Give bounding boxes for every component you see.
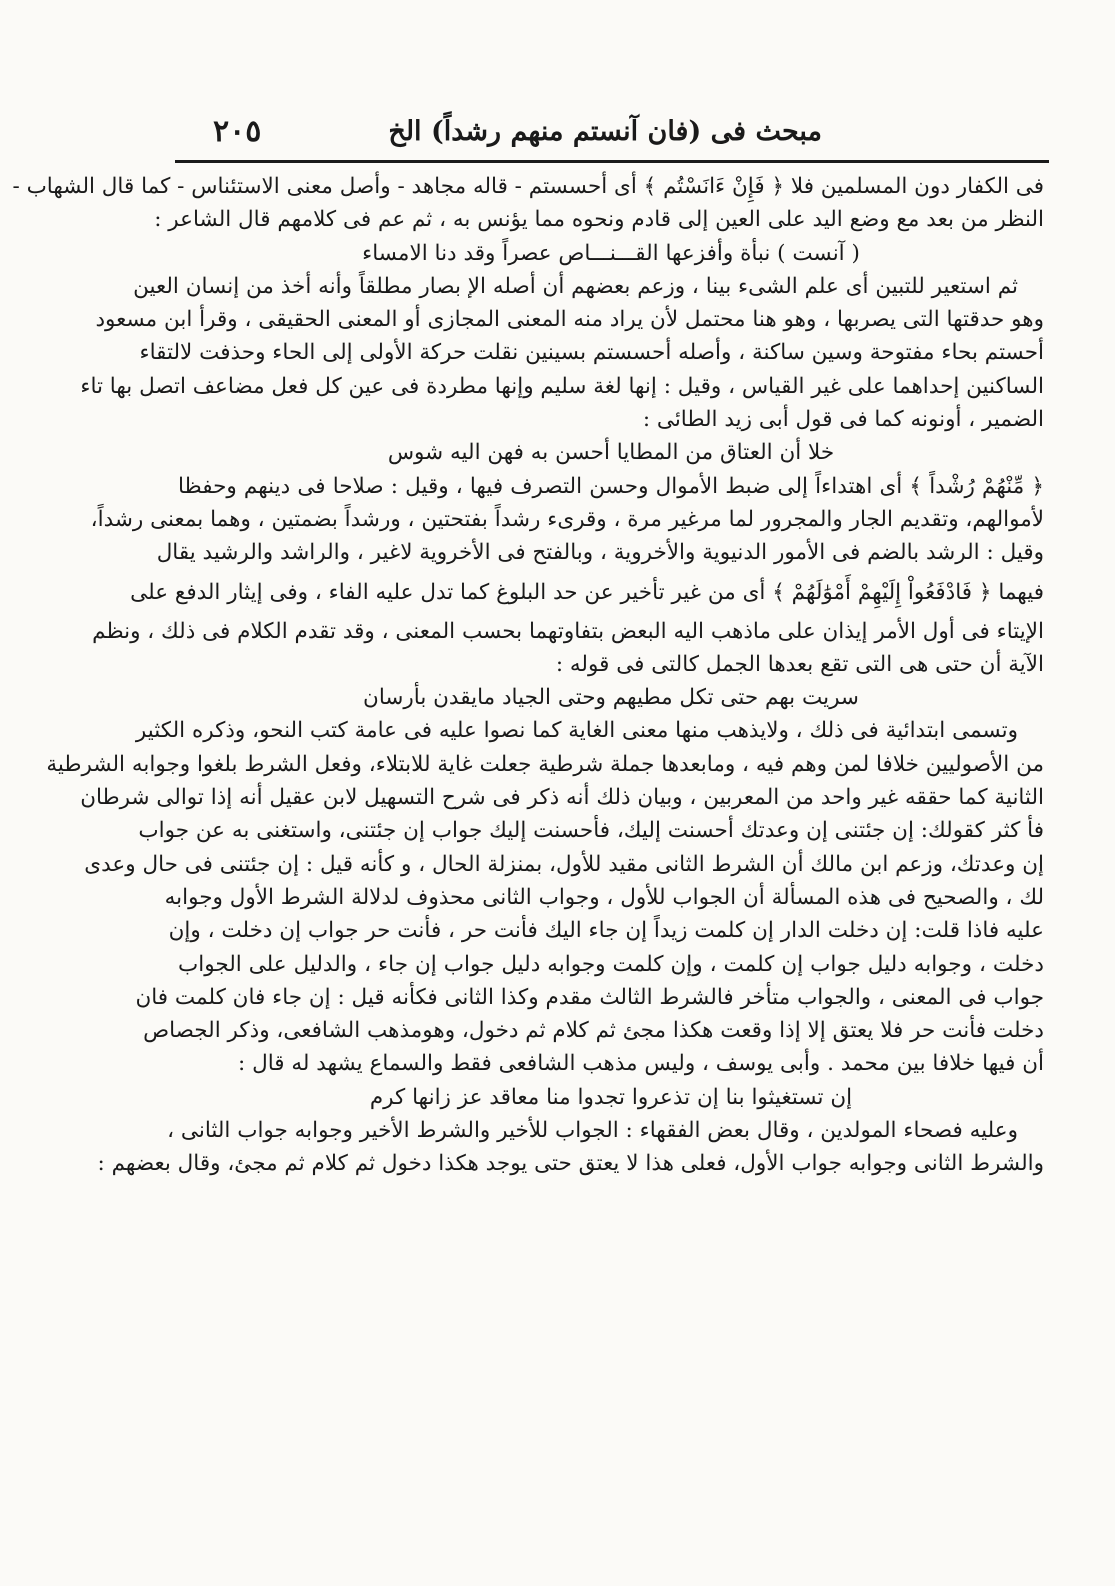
page-header — [175, 112, 1047, 162]
text-line: ثم استعير للتبين أى علم الشىء بينا ، وزعم بعضهم أن أصله الإ بصار مطلقاً وأنه أخذ من إنسان العين — [133, 273, 1018, 299]
text-line: أن فيها خلافا بين محمد . وأبى يوسف ، وليس مذهب الشافعى فقط والسماع يشهد له قال : — [238, 1051, 1044, 1077]
text-line: جواب فى المعنى ، والجواب متأخر فالشرط الثالث مقدم وكذا الثانى فكأنه قيل : إن جاء فان كلمت فان — [135, 984, 1044, 1010]
text-line: دخلت فأنت حر فلا يعتق إلا إذا وقعت هكذا مجئ ثم كلام ثم دخول، وهومذهب الشافعى، وذكر الجصاص — [143, 1018, 1044, 1044]
text-line: دخلت ، وجوابه دليل جواب إن كلمت ، وإن كلمت وجوابه دليل جواب إن جاء ، والدليل على الجواب — [178, 951, 1044, 977]
text-line: لك ، والصحيح فى هذه المسألة أن الجواب للأول ، وجواب الثانى محذوف لدلالة الشرط الأول وجوابه — [164, 884, 1044, 910]
text-line: فى الكفار دون المسلمين فلا ﴿ فَإِنْ ءَانَسْتُم ﴾ أى أحسستم - قاله مجاهد - وأصل معنى الاستئناس - كما قال الشهاب - — [12, 174, 1044, 199]
header-rule — [175, 160, 1049, 163]
text-line: لأموالهم، وتقديم الجار والمجرور لما مرغير مرة ، وقرىء رشداً بفتحتين ، ورشداً بضمتين ، وهما بمعنى رشداً، — [90, 506, 1044, 532]
text-line: وتسمى ابتدائية فى ذلك ، ولايذهب منها معنى الغاية كما نصوا عليه فى عامة كتب النحو، وذكره الكثير — [135, 718, 1018, 744]
page-number: ٢٠٥ — [213, 114, 262, 149]
text-line: ﴿ مِّنْهُمْ رُشْداً ﴾ أى اهتداءاً إلى ضبط الأموال وحسن التصرف فيها ، وقيل : صلاحا فى دينهم وحفظا — [178, 473, 1044, 499]
text-line: والشرط الثانى وجوابه جواب الأول، فعلى هذا لا يعتق حتى يوجد هكذا دخول ثم كلام ثم مجئ، وقال بعضهم : — [97, 1151, 1044, 1177]
text-line: الإيتاء فى أول الأمر إيذان على ماذهب اليه البعض بتفاوتهما بحسب المعنى ، وقد تقدم الكلام فى ذلك ، ونظم — [92, 618, 1044, 644]
text-line: النظر من بعد مع وضع اليد على العين إلى قادم ونحوه مما يؤنس به ، ثم عم فى كلامهم قال الشاعر : — [154, 207, 1044, 233]
text-line: من الأصوليين خلافا لمن وهم فيه ، ومابعدها جملة شرطية جعلت غاية للابتلاء، وفعل الشرط بلغوا وجوابه الشرطية — [46, 751, 1044, 777]
text-line: فيهما ﴿ فَادْفَعُواْ إِلَيْهِمْ أَمْوَٰلَهُمْ ﴾ أى من غير تأخير عن حد البلوغ كما تدل عليه الفاء ، وفى إيثار الدفع على — [130, 579, 1044, 605]
running-title: مبحث فى (فان آنستم منهم رشداً) الخ — [388, 116, 822, 147]
text-line: الثانية كما حققه غير واحد من المعربين ، وبيان ذلك أنه ذكر فى شرح التسهيل لابن عقيل أنه إذا توالى شرطان — [80, 785, 1044, 811]
text-line: عليه فاذا قلت: إن دخلت الدار إن كلمت زيداً إن جاء اليك فأنت حر ، فأنت حر جواب إن دخلت ، وإن — [168, 918, 1044, 944]
verse-line: خلا أن العتاق من المطايا أحسن به فهن اليه شوس — [387, 440, 835, 466]
text-line: الضمير ، أونونه كما فى قول أبى زيد الطائى : — [642, 407, 1044, 433]
text-line: فأ كثر كقولك: إن جئتنى إن وعدتك أحسنت إليك، فأحسنت إليك جواب إن جئتنى، واستغنى به عن جواب — [138, 818, 1044, 844]
text-line: الآية أن حتى هى التى تقع بعدها الجمل كالتى فى قوله : — [555, 651, 1044, 677]
text-line: وعليه فصحاء المولدين ، وقال بعض الفقهاء : الجواب للأخير والشرط الأخير وجوابه جواب الثانى ، — [167, 1118, 1018, 1144]
verse-line: إن تستغيثوا بنا إن تذعروا تجدوا منا معاقد عز زانها كرم — [369, 1084, 853, 1110]
verse-line: سريت بهم حتى تكل مطيهم وحتى الجياد مايقدن بأرسان — [363, 685, 859, 711]
text-line: وقيل : الرشد بالضم فى الأمور الدنيوية والأخروية ، وبالفتح فى الأخروية لاغير ، والراشد والرشيد يقال — [156, 540, 1044, 566]
verse-line: ( آنست ) نبأة وأفزعها القـــنـــاص عصراً وقد دنا الامساء — [362, 240, 860, 266]
text-line: وهو حدقتها التى يصربها ، وهو هنا محتمل لأن يراد منه المعنى المجازى أو المعنى الحقيقى ، وقرأ ابن مسعود — [95, 307, 1044, 333]
text-line: الساكنين إحداهما على غير القياس ، وقيل : إنها لغة سليم وإنها مطردة فى عين كل فعل مضاعف اتصل بها تاء — [80, 373, 1044, 399]
text-line: إن وعدتك، وزعم ابن مالك أن الشرط الثانى مقيد للأول، بمنزلة الحال ، و كأنه قيل : إن جئتنى فى حال وعدى — [84, 851, 1044, 877]
text-line: أحستم بحاء مفتوحة وسين ساكنة ، وأصله أحسستم بسينين نقلت حركة الأولى إلى الحاء وحذفت لالتقاء — [139, 340, 1044, 366]
page-body — [12, 170, 1044, 1181]
